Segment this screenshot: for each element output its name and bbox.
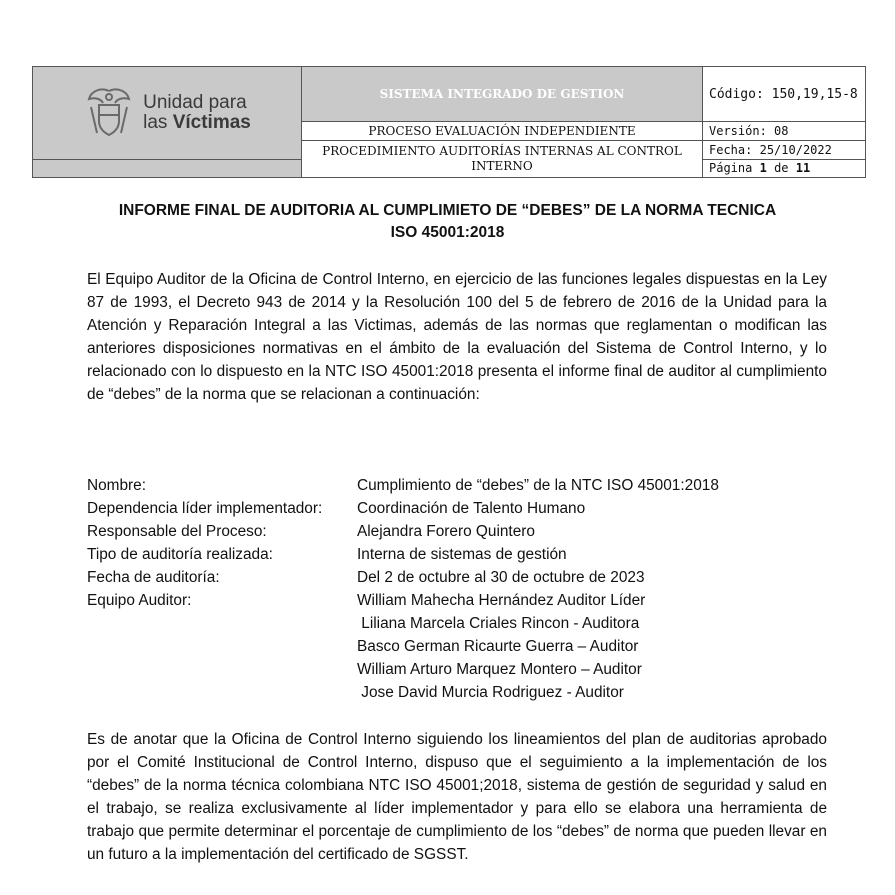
coat-of-arms-icon [83,85,135,141]
field-row: Liliana Marcela Criales Rincon - Auditora [357,615,640,632]
field-row: Tipo de auditoría realizada: Interna de sistemas de gestión [87,546,567,563]
procedure-title: PROCEDIMIENTO AUDITORÍAS INTERNAS AL CONTROL INTERNO [302,141,703,178]
code-cell: Código: 150,19,15-8 [703,67,866,122]
field-row: Dependencia líder implementador: Coordinación de Talento Humano [87,500,586,517]
logo-cell-bottom [33,159,302,178]
process-title: PROCESO EVALUACIÓN INDEPENDIENTE [302,122,703,141]
date-cell: Fecha: 25/10/2022 [703,141,866,160]
intro-paragraph: El Equipo Auditor de la Oficina de Control Interno, en ejercicio de las funciones legales dispuestas en la Ley 87 de 1993, el Decreto 943 de 2014 y la Resolución 100 del 5 de febrero de 2016 de la Unidad para la Atención y Reparación Integral a las Victimas, además de las normas que reglamentan o modifican las anteriores disposiciones normativas en el ámbito de la evaluación del Sistema de Control Interno, y lo relacionado con lo dispuesto en la NTC ISO 45001:2018 presenta el informe final de auditor al cumplimiento de “debes” de la norma que se relacionan a continuación: [87,271,827,403]
page-cell: Página 1 de 11 [703,159,866,178]
field-row: Equipo Auditor: William Mahecha Hernández Auditor Líder [87,592,646,609]
document-header [32,66,866,178]
field-row: Nombre: Cumplimiento de “debes” de la NTC ISO 45001:2018 [87,477,719,494]
closing-paragraph: Es de anotar que la Oficina de Control Interno siguiendo los lineamientos del plan de auditorias aprobado por el Comité Institucional de Control Interno, dispuso que el seguimiento a la implementación de los “debes” de la norma técnica colombiana NTC ISO 45001;2018, sistema de gestión de seguridad y salud en el trabajo, se realiza exclusivamente al líder implementador y para ello se elabora una herramienta de trabajo que permite determinar el porcentaje de cumplimiento de los “debes” de norma que pueden llevar en un futuro a la implementación del certificado de SGSST. [87,731,827,863]
field-row: Jose David Murcia Rodriguez - Auditor [357,684,624,701]
audit-details [87,474,827,704]
report-title: INFORME FINAL DE AUDITORIA AL CUMPLIMIETO DE “DEBES” DE LA NORMA TECNICA ISO 45001:2018 [118,202,777,241]
version-cell: Versión: 08 [703,122,866,141]
field-row: Fecha de auditoría: Del 2 de octubre al 30 de octubre de 2023 [87,569,645,586]
field-row: Responsable del Proceso: Alejandra Forero Quintero [87,523,535,540]
logo-wordmark: Unidad para las Víctimas [143,91,251,133]
field-row: Basco German Ricaurte Guerra – Auditor [357,638,639,655]
logo-cell [33,67,302,160]
system-title: SISTEMA INTEGRADO DE GESTION [302,67,703,122]
field-row: William Arturo Marquez Montero – Auditor [357,661,642,678]
